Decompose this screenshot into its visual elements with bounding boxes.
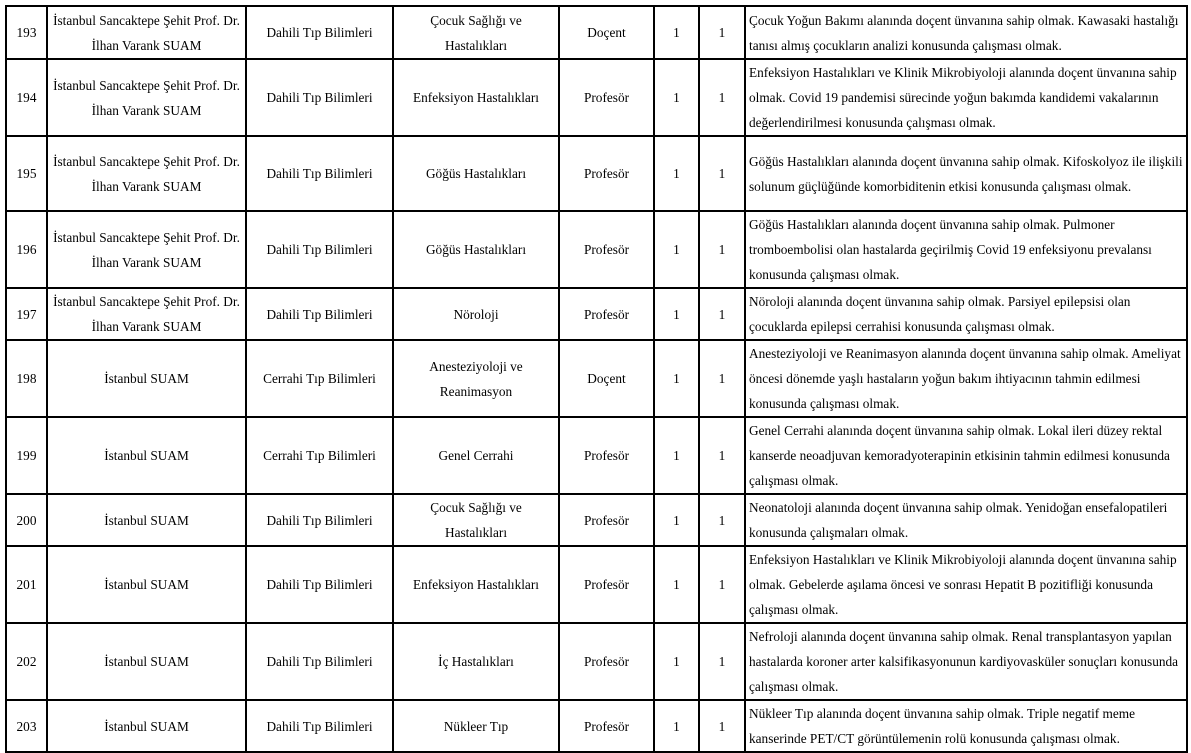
count-cell-2: 1 (699, 417, 745, 494)
field-cell: Dahili Tıp Bilimleri (246, 59, 393, 136)
institution-cell: İstanbul SUAM (47, 494, 246, 546)
requirement-cell: Enfeksiyon Hastalıkları ve Klinik Mikrobiyoloji alanında doçent ünvanına sahip olmak. Covid 19 pandemisi sürecinde yoğun bakımda kandidemi vakalarının değerlendirilmesi konusunda çalışması olmak. (745, 59, 1187, 136)
count-cell-1: 1 (654, 623, 699, 700)
requirement-cell: Neonatoloji alanında doçent ünvanına sahip olmak. Yenidoğan ensefalopatileri konusunda çalışmaları olmak. (745, 494, 1187, 546)
requirement-cell: Nöroloji alanında doçent ünvanına sahip olmak. Parsiyel epilepsisi olan çocuklarda epilepsi cerrahisi konusunda çalışması olmak. (745, 288, 1187, 340)
count-cell-2: 1 (699, 623, 745, 700)
count-cell-2: 1 (699, 6, 745, 59)
table-row (6, 494, 1187, 546)
count-cell-1: 1 (654, 417, 699, 494)
branch-cell: Genel Cerrahi (393, 417, 559, 494)
row-number: 197 (6, 288, 47, 340)
institution-cell: İstanbul Sancaktepe Şehit Prof. Dr. İlhan Varank SUAM (47, 288, 246, 340)
table-row (6, 417, 1187, 494)
branch-cell: Enfeksiyon Hastalıkları (393, 546, 559, 623)
requirement-cell: Enfeksiyon Hastalıkları ve Klinik Mikrobiyoloji alanında doçent ünvanına sahip olmak. Gebelerde aşılama öncesi ve sonrası Hepatit B pozitifliği konusunda çalışması olmak. (745, 546, 1187, 623)
row-number: 199 (6, 417, 47, 494)
field-cell: Dahili Tıp Bilimleri (246, 6, 393, 59)
count-cell-2: 1 (699, 211, 745, 288)
institution-cell: İstanbul SUAM (47, 700, 246, 752)
field-cell: Dahili Tıp Bilimleri (246, 546, 393, 623)
requirement-cell: Göğüs Hastalıkları alanında doçent ünvanına sahip olmak. Kifoskolyoz ile ilişkili solunum güçlüğünde komorbiditenin etkisi konusunda çalışması olmak. (745, 136, 1187, 211)
title-cell: Profesör (559, 417, 654, 494)
count-cell-2: 1 (699, 546, 745, 623)
branch-cell: Çocuk Sağlığı ve Hastalıkları (393, 494, 559, 546)
row-number: 193 (6, 6, 47, 59)
count-cell-1: 1 (654, 59, 699, 136)
count-cell-1: 1 (654, 6, 699, 59)
field-cell: Dahili Tıp Bilimleri (246, 700, 393, 752)
institution-cell: İstanbul SUAM (47, 417, 246, 494)
title-cell: Profesör (559, 494, 654, 546)
title-cell: Profesör (559, 211, 654, 288)
institution-cell: İstanbul SUAM (47, 546, 246, 623)
branch-cell: İç Hastalıkları (393, 623, 559, 700)
institution-cell: İstanbul Sancaktepe Şehit Prof. Dr. İlhan Varank SUAM (47, 211, 246, 288)
positions-table (5, 5, 1188, 753)
branch-cell: Nükleer Tıp (393, 700, 559, 752)
title-cell: Profesör (559, 546, 654, 623)
field-cell: Dahili Tıp Bilimleri (246, 136, 393, 211)
count-cell-2: 1 (699, 494, 745, 546)
count-cell-2: 1 (699, 59, 745, 136)
count-cell-1: 1 (654, 494, 699, 546)
title-cell: Profesör (559, 136, 654, 211)
row-number: 201 (6, 546, 47, 623)
title-cell: Profesör (559, 623, 654, 700)
table-row (6, 288, 1187, 340)
requirement-cell: Genel Cerrahi alanında doçent ünvanına sahip olmak. Lokal ileri düzey rektal kanserde neoadjuvan kemoradyoterapinin etkisinin tahmin edilmesi konusunda çalışması olmak. (745, 417, 1187, 494)
row-number: 195 (6, 136, 47, 211)
row-number: 198 (6, 340, 47, 417)
title-cell: Profesör (559, 59, 654, 136)
field-cell: Cerrahi Tıp Bilimleri (246, 417, 393, 494)
institution-cell: İstanbul SUAM (47, 623, 246, 700)
branch-cell: Çocuk Sağlığı ve Hastalıkları (393, 6, 559, 59)
count-cell-2: 1 (699, 340, 745, 417)
count-cell-1: 1 (654, 340, 699, 417)
count-cell-1: 1 (654, 136, 699, 211)
branch-cell: Nöroloji (393, 288, 559, 340)
title-cell: Profesör (559, 700, 654, 752)
count-cell-1: 1 (654, 546, 699, 623)
table-row (6, 59, 1187, 136)
row-number: 200 (6, 494, 47, 546)
requirement-cell: Çocuk Yoğun Bakımı alanında doçent ünvanına sahip olmak. Kawasaki hastalığı tanısı almış çocukların analizi konusunda çalışması olmak. (745, 6, 1187, 59)
table-row (6, 340, 1187, 417)
branch-cell: Anesteziyoloji ve Reanimasyon (393, 340, 559, 417)
table-body (6, 6, 1187, 752)
count-cell-2: 1 (699, 288, 745, 340)
title-cell: Doçent (559, 6, 654, 59)
row-number: 194 (6, 59, 47, 136)
table-row (6, 623, 1187, 700)
title-cell: Doçent (559, 340, 654, 417)
institution-cell: İstanbul Sancaktepe Şehit Prof. Dr. İlhan Varank SUAM (47, 6, 246, 59)
table-row (6, 6, 1187, 59)
count-cell-1: 1 (654, 288, 699, 340)
requirement-cell: Anesteziyoloji ve Reanimasyon alanında doçent ünvanına sahip olmak. Ameliyat öncesi dönemde yaşlı hastaların yoğun bakım ihtiyacının tahmin edilmesi konusunda çalışması olmak. (745, 340, 1187, 417)
requirement-cell: Göğüs Hastalıkları alanında doçent ünvanına sahip olmak. Pulmoner tromboembolisi olan hastalarda geçirilmiş Covid 19 enfeksiyonu prevalansı konusunda çalışması olmak. (745, 211, 1187, 288)
table-row (6, 136, 1187, 211)
branch-cell: Enfeksiyon Hastalıkları (393, 59, 559, 136)
row-number: 196 (6, 211, 47, 288)
field-cell: Dahili Tıp Bilimleri (246, 211, 393, 288)
field-cell: Dahili Tıp Bilimleri (246, 623, 393, 700)
row-number: 203 (6, 700, 47, 752)
row-number: 202 (6, 623, 47, 700)
field-cell: Dahili Tıp Bilimleri (246, 494, 393, 546)
requirement-cell: Nefroloji alanında doçent ünvanına sahip olmak. Renal transplantasyon yapılan hastalarda koroner arter kalsifikasyonunun kardiyovasküler sonuçları konusunda çalışması olmak. (745, 623, 1187, 700)
branch-cell: Göğüs Hastalıkları (393, 211, 559, 288)
table-row (6, 700, 1187, 752)
institution-cell: İstanbul SUAM (47, 340, 246, 417)
table-row (6, 546, 1187, 623)
count-cell-1: 1 (654, 211, 699, 288)
field-cell: Cerrahi Tıp Bilimleri (246, 340, 393, 417)
institution-cell: İstanbul Sancaktepe Şehit Prof. Dr. İlhan Varank SUAM (47, 59, 246, 136)
count-cell-2: 1 (699, 700, 745, 752)
table-row (6, 211, 1187, 288)
requirement-cell: Nükleer Tıp alanında doçent ünvanına sahip olmak. Triple negatif meme kanserinde PET/CT görüntülemenin rolü konusunda çalışması olmak. (745, 700, 1187, 752)
branch-cell: Göğüs Hastalıkları (393, 136, 559, 211)
count-cell-1: 1 (654, 700, 699, 752)
count-cell-2: 1 (699, 136, 745, 211)
field-cell: Dahili Tıp Bilimleri (246, 288, 393, 340)
title-cell: Profesör (559, 288, 654, 340)
institution-cell: İstanbul Sancaktepe Şehit Prof. Dr. İlhan Varank SUAM (47, 136, 246, 211)
